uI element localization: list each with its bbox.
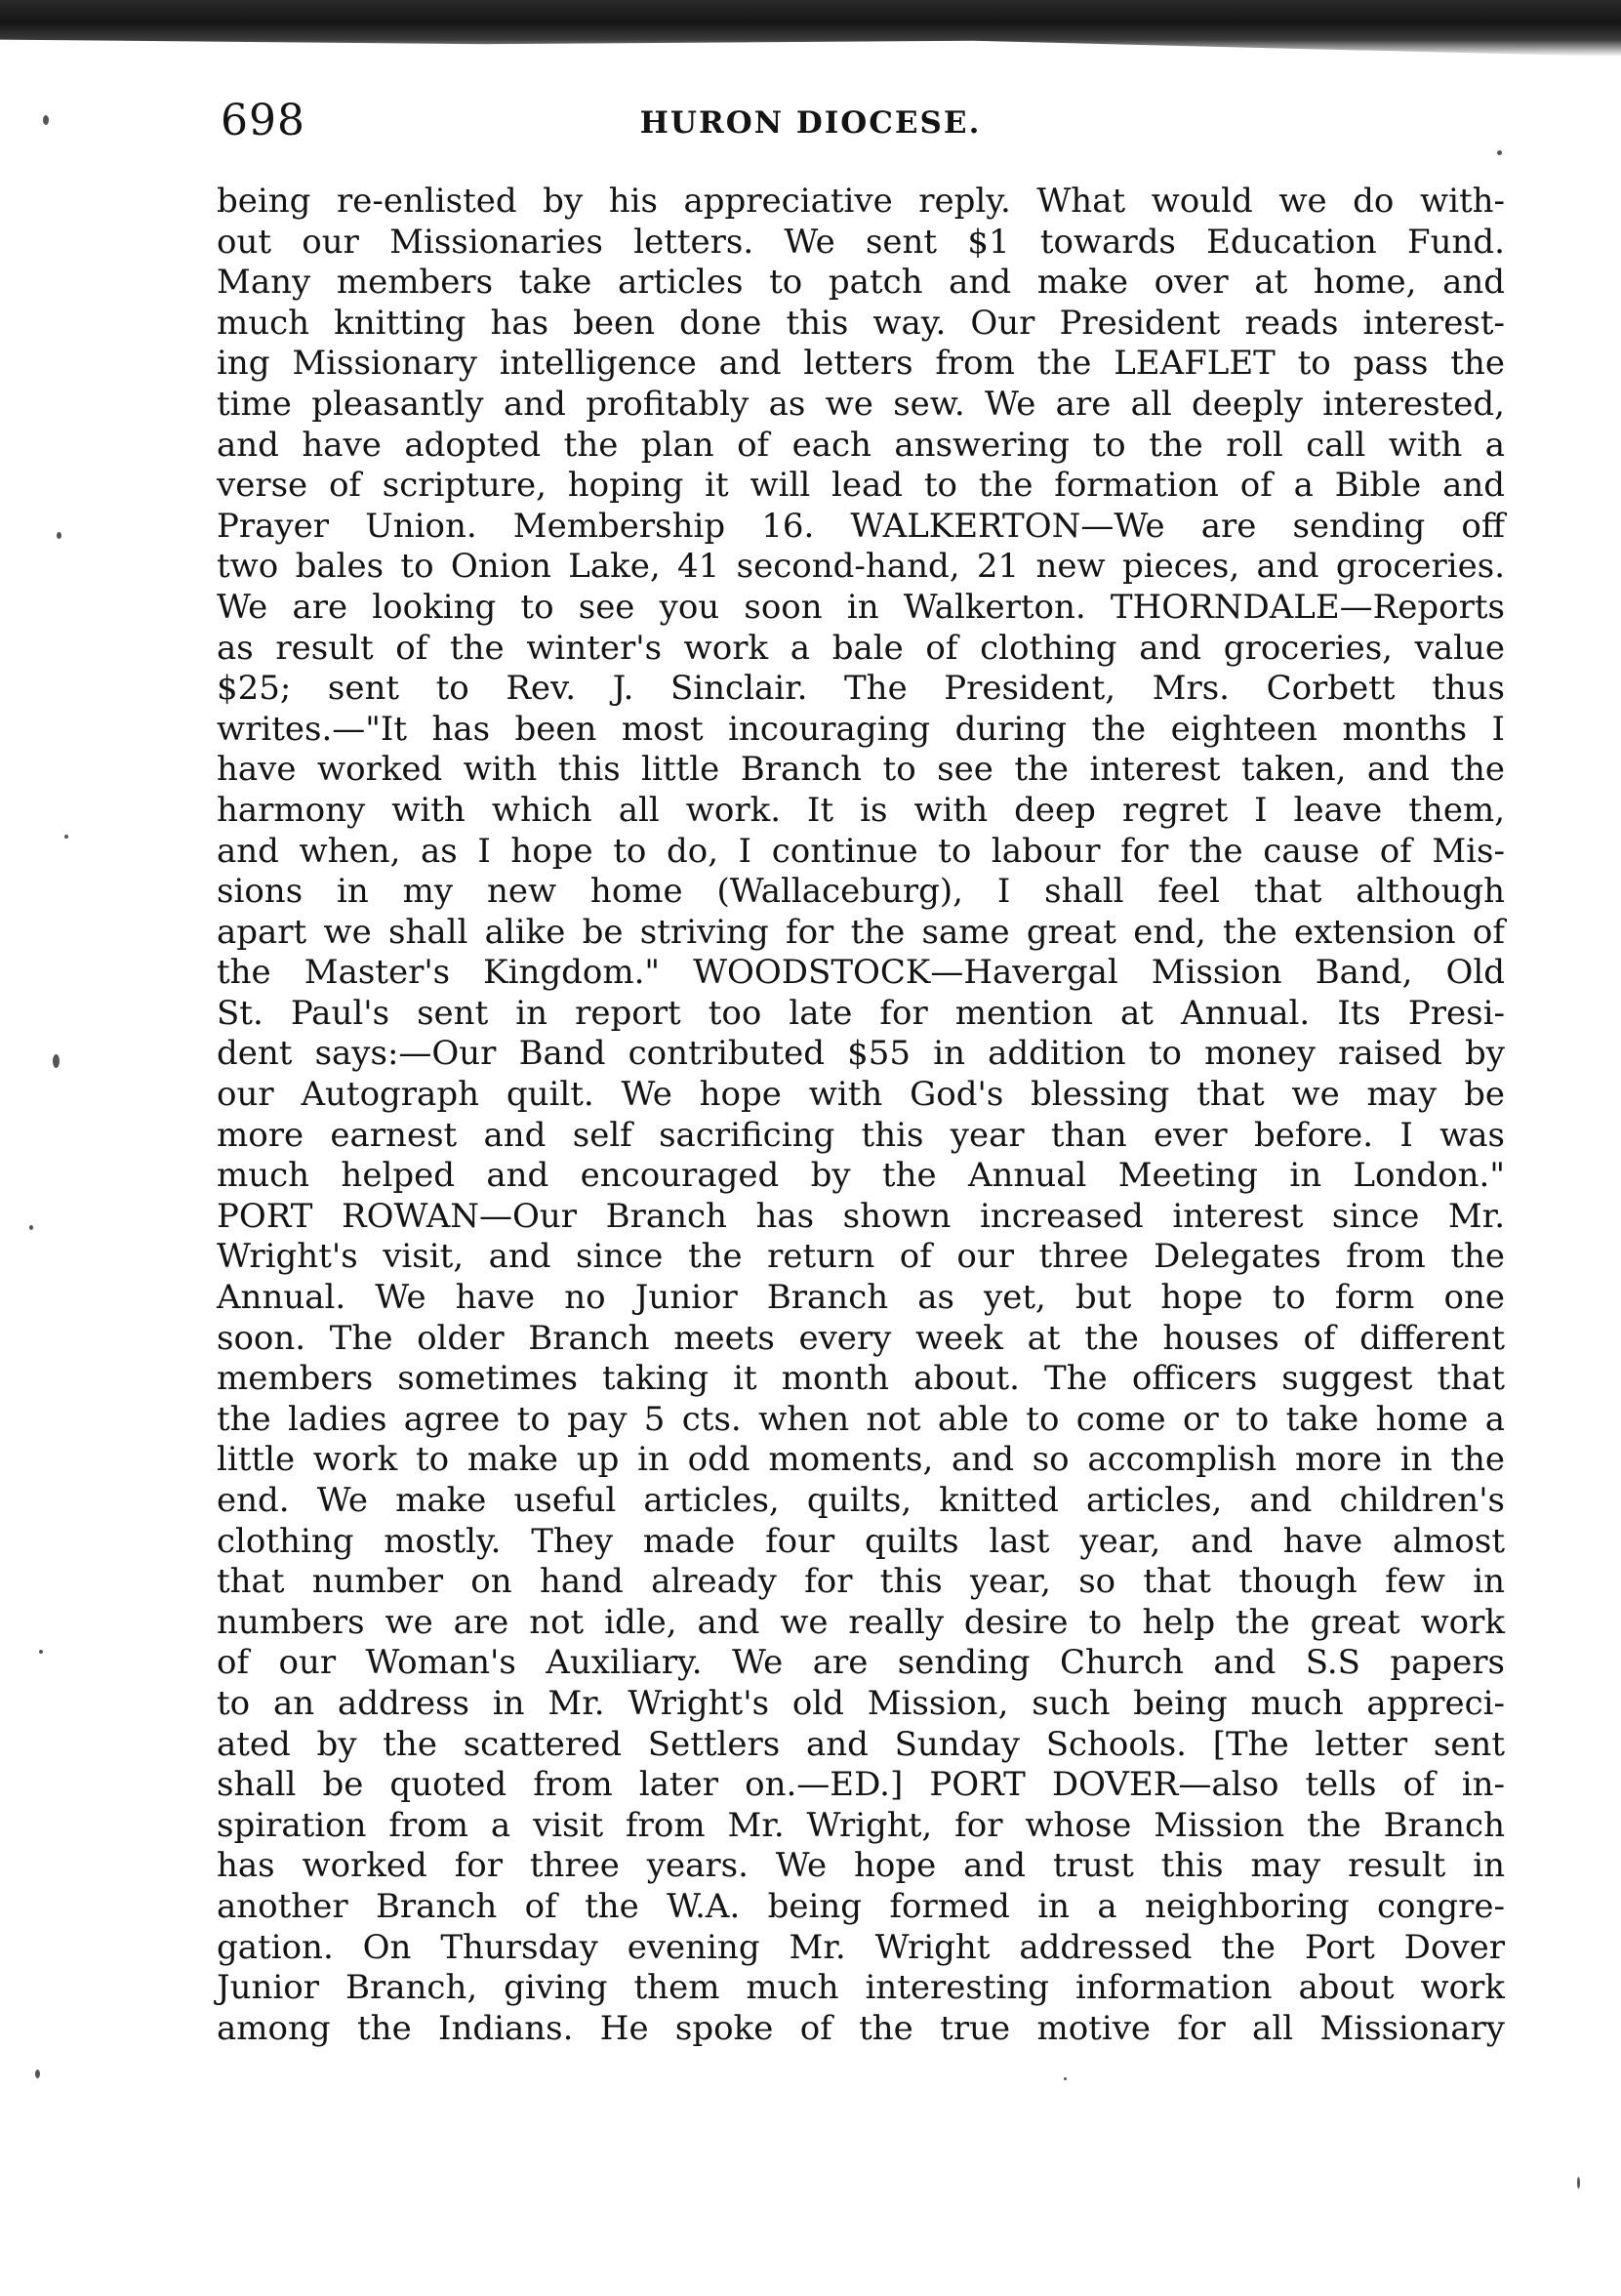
text-line: our Autograph quilt. We hope with God's blessing that we may be (217, 1075, 1505, 1115)
text-line: that number on hand already for this year, so that though few in (217, 1562, 1505, 1602)
scan-speck (64, 835, 68, 839)
text-line: as result of the winter's work a bale of clothing and groceries, value (217, 628, 1505, 668)
text-line: has worked for three years. We hope and trust this may result in (217, 1846, 1505, 1886)
text-line: time pleasantly and profitably as we sew. We are all deeply interested, (217, 384, 1505, 424)
scan-speck (1064, 2077, 1067, 2080)
page-number: 698 (221, 96, 305, 145)
text-line: We are looking to see you soon in Walkerton. THORNDALE—Reports (217, 587, 1505, 627)
running-head: HURON DIOCESE. (639, 105, 982, 141)
text-line: ing Missionary intelligence and letters from the LEAFLET to pass the (217, 344, 1505, 384)
text-line: to an address in Mr. Wright's old Mission, such being much appreci- (217, 1683, 1505, 1723)
text-line: writes.—"It has been most incouraging during the eighteen months I (217, 709, 1505, 749)
text-line: shall be quoted from later on.—ED.] PORT DOVER—also tells of in- (217, 1765, 1505, 1805)
scan-speck (39, 1650, 43, 1654)
text-line: among the Indians. He spoke of the true motive for all Missionary (217, 2008, 1505, 2048)
text-line: clothing mostly. They made four quilts last year, and have almost (217, 1521, 1505, 1561)
text-line: more earnest and self sacrificing this year than ever before. I was (217, 1115, 1505, 1155)
text-line: Annual. We have no Junior Branch as yet, but hope to form one (217, 1278, 1505, 1318)
text-line: dent says:—Our Band contributed $55 in addition to money raised by (217, 1034, 1505, 1074)
text-line: much knitting has been done this way. Our President reads interest- (217, 303, 1505, 343)
scan-speck (29, 1225, 33, 1230)
text-line: verse of scripture, hoping it will lead to the formation of a Bible and (217, 466, 1505, 506)
text-line: spiration from a visit from Mr. Wright, for whose Mission the Branch (217, 1805, 1505, 1845)
text-line: apart we shall alike be striving for the same great end, the extension of (217, 912, 1505, 952)
text-line: and when, as I hope to do, I continue to labour for the cause of Mis- (217, 831, 1505, 871)
text-line: little work to make up in odd moments, and so accomplish more in the (217, 1440, 1505, 1480)
text-line: St. Paul's sent in report too late for mention at Annual. Its Presi- (217, 993, 1505, 1033)
text-line: the Master's Kingdom." WOODSTOCK—Havergal Mission Band, Old (217, 953, 1505, 993)
text-line: have worked with this little Branch to see the interest taken, and the (217, 750, 1505, 790)
text-line: another Branch of the W.A. being formed in a neighboring congre- (217, 1886, 1505, 1926)
text-line: Prayer Union. Membership 16. WALKERTON—We are sending off (217, 506, 1505, 546)
body-text (217, 182, 1505, 2049)
text-line: Wright's visit, and since the return of our three Delegates from the (217, 1237, 1505, 1277)
text-line: of our Woman's Auxiliary. We are sending Church and S.S papers (217, 1643, 1505, 1683)
text-line: harmony with which all work. It is with deep regret I leave them, (217, 790, 1505, 830)
text-line: being re-enlisted by his appreciative reply. What would we do with- (217, 182, 1505, 221)
text-line: gation. On Thursday evening Mr. Wright addressed the Port Dover (217, 1927, 1505, 1967)
text-line: and have adopted the plan of each answering to the roll call with a (217, 425, 1505, 465)
text-line: two bales to Onion Lake, 41 second-hand, 21 new pieces, and groceries. (217, 547, 1505, 587)
text-line: Junior Branch, giving them much interesting information about work (217, 1968, 1505, 2008)
text-line: much helped and encouraged by the Annual Meeting in London." (217, 1156, 1505, 1196)
text-line: ated by the scattered Settlers and Sunday Schools. [The letter sent (217, 1724, 1505, 1764)
text-line: numbers we are not idle, and we really desire to help the great work (217, 1602, 1505, 1642)
scan-speck (1577, 2177, 1580, 2189)
text-line: sions in my new home (Wallaceburg), I shall feel that although (217, 872, 1505, 912)
text-line: Many members take articles to patch and make over at home, and (217, 263, 1505, 303)
text-line: PORT ROWAN—Our Branch has shown increased interest since Mr. (217, 1196, 1505, 1236)
text-line: members sometimes taking it month about. The officers suggest that (217, 1359, 1505, 1399)
text-line: out our Missionaries letters. We sent $1 towards Education Fund. (217, 222, 1505, 262)
text-line: the ladies agree to pay 5 cts. when not able to come or to take home a (217, 1399, 1505, 1439)
text-line: end. We make useful articles, quilts, knitted articles, and children's (217, 1481, 1505, 1520)
text-line: $25; sent to Rev. J. Sinclair. The President, Mrs. Corbett thus (217, 669, 1505, 709)
scan-speck (35, 2070, 40, 2078)
scan-speck (53, 1054, 60, 1068)
text-line: soon. The older Branch meets every week at the houses of different (217, 1318, 1505, 1358)
scan-speck (57, 532, 61, 539)
scan-speck (1497, 150, 1502, 155)
